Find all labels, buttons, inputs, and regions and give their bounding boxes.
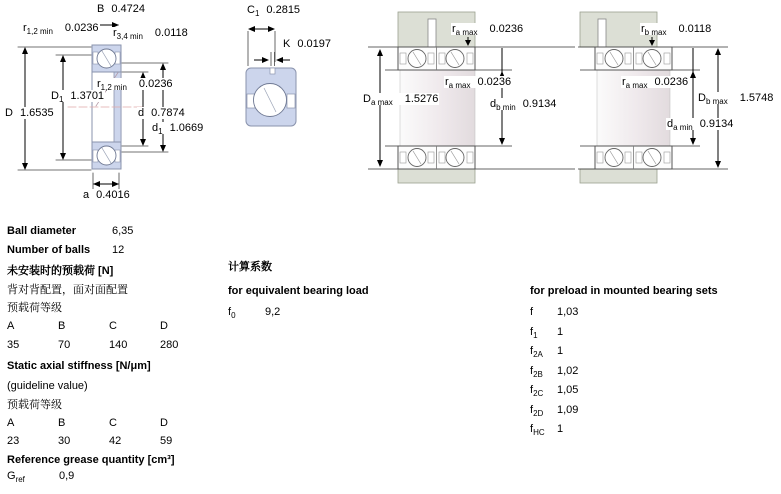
calc-factors-title: 计算系数 xyxy=(228,261,272,273)
f0-value: 9,2 xyxy=(265,306,281,318)
dim-a: a 0.4016 xyxy=(83,189,130,201)
ball-diameter-label: Ball diameter xyxy=(7,225,77,237)
factor-row-f2C: $f_{2C}$ 1,05 xyxy=(530,384,579,399)
preload-headers-row: A B C D xyxy=(7,320,168,332)
stiffness-subtitle: (guideline value) xyxy=(7,380,88,392)
preload-sets-title: for preload in mounted bearing sets xyxy=(530,285,718,297)
preload-unmounted-subtitle: 背对背配置，面对面配置 xyxy=(7,284,128,296)
ball-diameter-row xyxy=(7,225,133,238)
stiffness-values-row: 23 30 42 59 xyxy=(7,435,173,447)
ball-diameter-value: 6,35 xyxy=(112,225,134,237)
dim-K: K 0.0197 xyxy=(283,38,331,50)
preload-values-row: 35 70 140 280 xyxy=(7,339,179,351)
factor-row-f2D: $f_{2D}$ 1,09 xyxy=(530,404,579,419)
equiv-load-title: for equivalent bearing load xyxy=(228,285,369,297)
dim-ra-max-mid: $r_{a max}$ 0.0236 xyxy=(445,76,512,91)
number-of-balls-row xyxy=(7,244,124,257)
factor-row-f2B: $f_{2B}$ 1,02 xyxy=(530,365,579,380)
grease-value: 0,9 xyxy=(59,470,75,482)
dim-B: B 0.4724 xyxy=(97,3,145,15)
figure-cross-section xyxy=(18,22,168,189)
factor-row-f: f 1,03 xyxy=(530,306,579,318)
preload-class-label: 预载荷等级 xyxy=(7,302,62,314)
dim-r12-min-mid: $r_{1,2 min}$ 0.0236 xyxy=(97,78,173,93)
dim-rb-max: $r_{b max}$ 0.0118 xyxy=(641,23,712,38)
stiffness-class-label: 预载荷等级 xyxy=(7,399,62,411)
dim-d: d 0.7874 xyxy=(138,107,185,119)
dim-da-min: $d_{a min}$ 0.9134 xyxy=(667,118,734,133)
dim-Db-max: $D_{b max}$ 1.5748 xyxy=(698,92,774,107)
dim-D: D 1.6535 xyxy=(5,107,54,119)
f0-symbol: $f_0$ xyxy=(228,306,236,321)
grease-row xyxy=(7,470,74,483)
number-of-balls-label: Number of balls xyxy=(7,244,91,256)
factor-row-f1: $f_1$ 1 xyxy=(530,326,564,341)
stiffness-headers-row: A B C D xyxy=(7,417,168,429)
dim-C1: $C_1$ 0.2815 xyxy=(247,4,301,19)
factor-row-fHC: $f_{HC}$ 1 xyxy=(530,423,564,438)
dim-ra-max-top: $r_{a max}$ 0.0236 xyxy=(452,23,524,38)
f0-row xyxy=(228,306,280,319)
preload-unmounted-title: 未安装时的预载荷 [N] xyxy=(7,265,114,277)
dim-r12-min-top: $r_{1,2 min}$ 0.0236 xyxy=(23,22,99,37)
dim-Da-max: $D_{a max}$ 1.5276 xyxy=(363,93,439,108)
factor-row-f2A: $f_{2A}$ 1 xyxy=(530,345,564,360)
grease-title: Reference grease quantity [cm³] xyxy=(7,454,175,466)
number-of-balls-value: 12 xyxy=(112,244,125,256)
dim-r34-min: $r_{3,4 min}$ 0.0118 xyxy=(113,27,188,42)
grease-symbol: $G_{ref}$ xyxy=(7,470,25,485)
dim-d1: $d_1$ 1.0669 xyxy=(152,122,204,137)
stiffness-title: Static axial stiffness [N/μm] xyxy=(7,360,151,372)
dim-ra-max-fig4: $r_{a max}$ 0.0236 xyxy=(622,76,689,91)
dim-db-min: $d_{b min}$ 0.9134 xyxy=(490,98,557,113)
dim-D1: $D_1$ 1.3701 xyxy=(51,90,105,105)
